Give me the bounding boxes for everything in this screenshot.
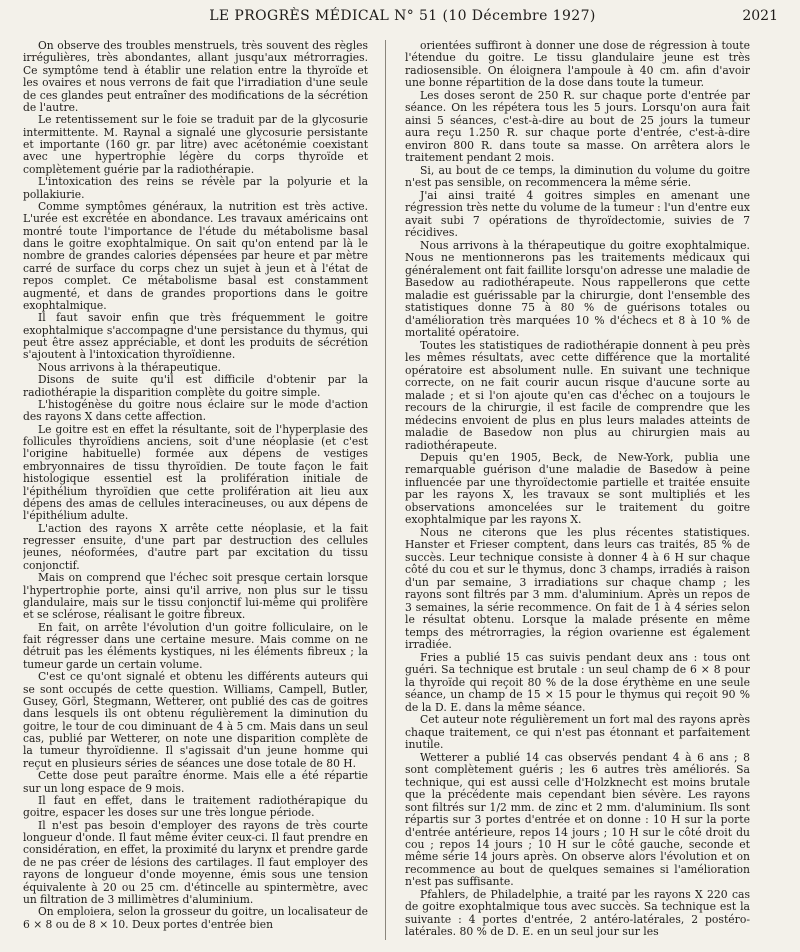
paragraph: Les doses seront de 250 R. sur chaque porte d'entrée par séance. On les répétera tous les 5 jours. Lorsqu'on aura fait ainsi 5 séances, c'est-à-dire au bout de 25 jours la tumeur aura reçu 1.250 R. sur chaque porte d'entrée, c'est-à-dire environ 800 R. dans toute sa masse. On arrêtera alors le traitement pendant 2 mois. [405,88,750,165]
paragraph: Nous ne citerons que les plus récentes statistiques. Hanster et Frieser comptent, dans leurs cas traités, 85 % de succès. Leur technique consiste à donner 4 à 6 H sur chaque côté du cou et sur le thymus, donc 3 champs, irradiés à raison d'un par semaine, 3 irradiations sur chaque champ ; les rayons sont filtrés par 3 mm. d'aluminium. Après un repos de 3 semaines, la série recommence. On fait de 1 à 4 séries selon le résultat obtenu. Lorsque la malade présente en même temps des métrorragies, la région ovarienne est également irradiée. [405,525,750,652]
paragraph: Le goitre est en effet la résultante, soit de l'hyperplasie des follicules thyroïdiens anciens, soit d'une néoplasie (et c'est l'origine habituelle) formée aux dépens de vestiges embryonnaires de tissu thyroïdien. De toute façon le fait histologique essentiel est la prolifération initiale de l'épithélium thyroïdien que cette prolifération ait lieu aux dépens des amas de cellules interacineuses, ou aux dépens de l'épithélium adulte. [23,422,368,523]
paragraph: On emploiera, selon la grosseur du goitre, un localisateur de 6 × 8 ou de 8 × 10. Deux portes d'entrée bien [23,905,368,931]
paragraph: Il faut savoir enfin que très fréquemment le goitre exophtalmique s'accompagne d'une persistance du thymus, qui peut être assez appréciable, et dont les produits de sécrétion s'ajoutent à l'intoxication thyroïdienne. [23,311,368,362]
paragraph: Fries a publié 15 cas suivis pendant deux ans : tous ont guéri. Sa technique est brutale : un seul champ de 6 × 8 pour la thyroïde qui reçoit 80 % de la dose érythème en une seule séance, un champ de 15 × 15 pour le thymus qui reçoit 90 % de la D. E. dans la même séance. [405,650,750,714]
paragraph: Comme symptômes généraux, la nutrition est très active. L'urée est excrétée en abondance. Les travaux américains ont montré toute l'importance de l'étude du métabolisme basal dans le goitre exophtalmique. On sait qu'on entend par là le nombre de grandes calories dépensées par heure et par mètre carré de surface du corps chez un sujet à jeun et à l'état de repos complet. Ce métabolisme basal est constamment augmenté, et dans de grandes proportions dans le goitre exophtalmique. [23,199,368,312]
paragraph: Le retentissement sur le foie se traduit par de la glycosurie intermittente. M. Raynal a signalé une glycosurie persistante et importante (160 gr. par litre) avec acétonémie coexistant avec une hypertrophie légère du corps thyroïde et complètement guérie par la radiothérapie. [23,113,368,176]
column-divider [385,40,386,940]
right-column [405,40,750,944]
paragraph: Il n'est pas besoin d'employer des rayons de très courte longueur d'onde. Il faut même éviter ceux-ci. Il faut prendre en considération, en effet, la proximité du larynx et prendre garde de ne pas créer de lésions des cartilages. Il faut employer des rayons de longueur d'onde moyenne, émis sous une tension équivalente à 20 ou 25 cm. d'étincelle au spintermètre, avec un filtration de 3 millimètres d'aluminium. [23,818,368,906]
paragraph: Wetterer a publié 14 cas observés pendant 4 à 6 ans ; 8 sont complètement guéris ; les 6 autres très améliorés. Sa technique, qui est aussi celle d'Holzknecht est moins brutale que la précédente mais cependant bien sévère. Les rayons sont filtrés sur 1/2 mm. de zinc et 2 mm. d'aluminium. Ils sont répartis sur 3 portes d'entrée et on donne : 10 H sur la porte d'entrée antérieure, repos 14 jours ; 10 H sur le côté droit du cou ; repos 14 jours ; 10 H sur le côté gauche, seconde et même série 14 jours après. On observe alors l'évolution et on recommence au bout de quelques semaines si l'amélioration n'est pas suffisante. [405,750,750,889]
paragraph: Nous arrivons à la thérapeutique. [38,360,221,374]
paragraph: On observe des troubles menstruels, très souvent des règles irrégulières, très abondantes, allant jusqu'aux métrorragies. Ce symptôme tend à établir une relation entre la thyroïde et les ovaires et nous verrons de fait que l'irradiation d'une seule de ces glandes peut entraîner des modifications de la sécrétion de l'autre. [23,40,368,114]
paragraph: En fait, on arrête l'évolution d'un goitre folliculaire, on le fait régresser dans une certaine mesure. Mais comme on ne détruit pas les éléments kystiques, ni les éléments fibreux ; la tumeur garde un certain volume. [23,620,368,671]
paragraph: Il faut en effet, dans le traitement radiothérapique du goitre, espacer les doses sur une très longue période. [23,793,368,820]
paragraph: Mais on comprend que l'échec soit presque certain lorsque l'hypertrophie porte, ainsi qu'il arrive, non plus sur le tissu glandulaire, mais sur le tissu conjonctif lui-même qui prolifère et se sclérose, réalisant le goitre fibreux. [23,571,368,622]
paragraph: Pfahlers, de Philadelphie, a traité par les rayons X 220 cas de goitre exophtalmique tous avec succès. Sa technique est la suivante : 4 portes d'entrée, 2 antéro-latérales, 2 postéro-latérales. 80 % de D. E. en un seul jour sur les [405,887,750,939]
paragraph: J'ai ainsi traité 4 goitres simples en amenant une régression très nette du volume de la tumeur : l'un d'entre eux avait subi 7 opérations de thyroïdectomie, suivies de 7 récidives. [405,188,750,240]
paragraph: C'est ce qu'ont signalé et obtenu les différents auteurs qui se sont occupés de cette question. Williams, Campell, Butler, Gusey, Görl, Stegmann, Wetterer, ont publié des cas de goitres dans lesquels ils ont obtenu régulièrement la diminution du goitre, le tour de cou diminuant de 4 à 5 cm. Mais dans un seul cas, publié par Wetterer, on note une disparition complète de la tumeur thyroïdienne. Il s'agissait d'un jeune homme qui reçut en plusieurs séries de séances une dose totale de 80 H. [23,670,368,770]
paragraph: L'action des rayons X arrête cette néoplasie, et la fait regresser ensuite, d'une part par destruction des cellules jeunes, néoformées, d'autre part par excitation du tissu conjonctif. [23,521,368,572]
paragraph: Depuis qu'en 1905, Beck, de New-York, publia une remarquable guérison d'une maladie de Basedow à peine influencée par une thyroïdectomie partielle et traitée ensuite par les rayons X, les travaux se sont multipliés et les observations amoncelées sur le traitement du goitre exophtalmique par les rayons X. [405,450,750,527]
page-number: 2021 [742,8,778,24]
paragraph: Cet auteur note régulièrement un fort mal des rayons après chaque traitement, ce qui n'est pas étonnant et parfaitement inutile. [405,713,750,752]
paragraph: Disons de suite qu'il est difficile d'obtenir par la radiothérapie la disparition complète du goitre simple. [23,373,368,399]
paragraph: orientées suffiront à donner une dose de régression à toute l'étendue du goitre. Le tissu glandulaire jeune est très radiosensible. On éloignera l'ampoule à 40 cm. afin d'avoir une bonne répartition de la dose dans toute la tumeur. [405,40,750,90]
paragraph: Toutes les statistiques de radiothérapie donnent à peu près les mêmes résultats, avec cette différence que la mortalité opératoire est absolument nulle. En suivant une technique correcte, on ne fait courir aucun risque d'aucune sorte au malade ; et si l'on ajoute qu'en cas d'échec on a toujours le recours de la chirurgie, il est facile de comprendre que les médecins envoient de plus en plus leurs malades atteints de maladie de Basedow non plus au chirurgien mais au radiothérapeute. [405,338,750,452]
left-column [23,40,368,944]
paragraph: Nous arrivons à la thérapeutique du goitre exophtalmique. Nous ne mentionnerons pas les traitements médicaux qui généralement ont fait faillite lorsqu'on adresse une maladie de Basedow au radiothérapeute. Nous rappellerons que cette maladie est guérissable par la chirurgie, dont l'ensemble des statistiques donne 75 à 80 % de guérisons totales ou d'amélioration très marquées 10 % d'échecs et 8 à 10 % de mortalité opératoire. [405,238,750,340]
running-title: LE PROGRÈS MÉDICAL N° 51 (10 Décembre 1927) [209,8,596,24]
page-header [27,8,778,30]
paragraph: L'intoxication des reins se révèle par la polyurie et la pollakiurie. [23,175,368,201]
paragraph: Cette dose peut paraître énorme. Mais elle a été répartie sur un long espace de 9 mois. [23,769,368,795]
paragraph: Si, au bout de ce temps, la diminution du volume du goitre n'est pas sensible, on recommencera la même série. [405,163,750,190]
paragraph: L'histogénèse du goitre nous éclaire sur le mode d'action des rayons X dans cette affection. [23,397,368,424]
